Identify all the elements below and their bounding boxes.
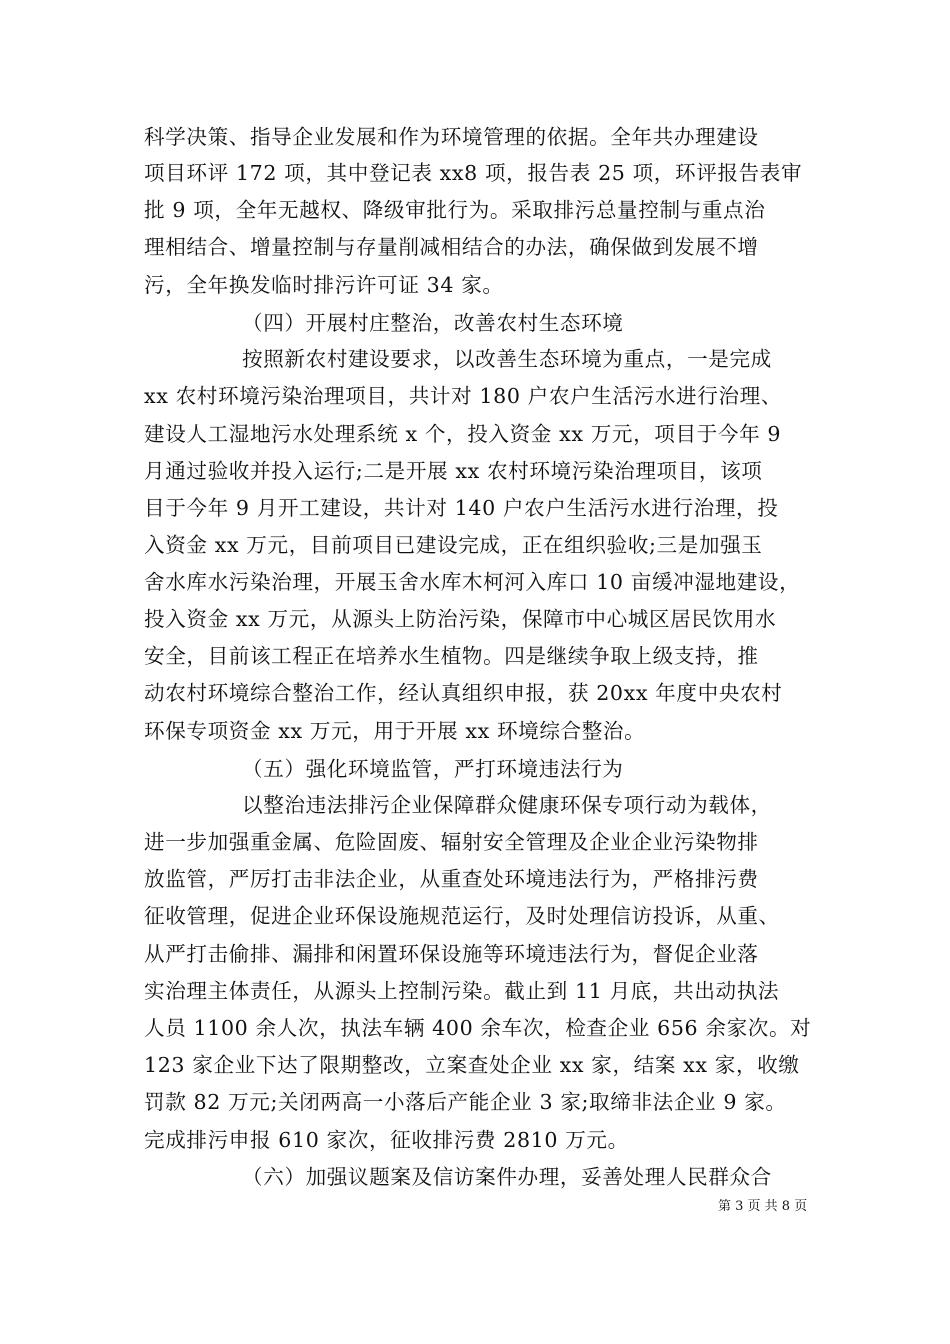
text-line: 动农村环境综合整治工作，经认真组织申报，获 20xx 年度中央农村 <box>144 681 783 705</box>
text-line: 环保专项资金 xx 万元，用于开展 xx 环境综合整治。 <box>144 719 646 743</box>
text-line: 实治理主体责任，从源头上控制污染。截止到 11 月底，共出动执法 <box>144 979 780 1003</box>
text-line: 征收管理，促进企业环保设施规范运行，及时处理信访投诉，从重、 <box>144 904 780 928</box>
page-footer: 第 3 页 共 8 页 <box>718 1199 808 1214</box>
text-line: 罚款 82 万元;关闭两高一小落后产能企业 3 家;取缔非法企业 9 家。 <box>144 1090 787 1114</box>
text-line: 舍水库水污染治理，开展玉舍水库木柯河入库口 10 亩缓冲湿地建设， <box>144 570 801 594</box>
text-line: 理相结合、增量控制与存量削减相结合的办法，确保做到发展不增 <box>144 235 759 259</box>
text-line: 月通过验收并投入运行;二是开展 xx 农村环境污染治理项目，该项 <box>144 459 763 483</box>
text-line: 目于今年 9 月开工建设，共计对 140 户农户生活污水进行治理，投 <box>144 496 779 520</box>
text-line: xx 农村环境污染治理项目，共计对 180 户农户生活污水进行治理、 <box>144 384 783 408</box>
text-line: 123 家企业下达了限期整改，立案查处企业 xx 家，结案 xx 家，收缴 <box>144 1053 800 1077</box>
text-line: 安全，目前该工程正在培养水生植物。四是继续争取上级支持，推 <box>144 644 759 668</box>
section-heading: （六）加强议题案及信访案件办理，妥善处理人民群众合 <box>242 1165 772 1189</box>
section-heading: （五）强化环境监管，严打环境违法行为 <box>242 757 624 781</box>
text-line: 以整治违法排污企业保障群众健康环保专项行动为载体， <box>242 793 772 817</box>
text-line: 人员 1100 余人次，执法车辆 400 余车次，检查企业 656 余家次。对 <box>144 1016 812 1040</box>
text-line: 污，全年换发临时排污许可证 34 家。 <box>144 273 504 297</box>
text-line: 建设人工湿地污水处理系统 x 个，投入资金 xx 万元，项目于今年 9 <box>144 422 782 446</box>
text-line: 科学决策、指导企业发展和作为环境管理的依据。全年共办理建设 <box>144 125 759 149</box>
text-line: 入资金 xx 万元，目前项目已建设完成，正在组织验收;三是加强玉 <box>144 533 763 557</box>
text-line: 进一步加强重金属、危险固废、辐射安全管理及企业企业污染物排 <box>144 830 759 854</box>
text-line: 批 9 项，全年无越权、降级审批行为。采取排污总量控制与重点治 <box>144 198 766 222</box>
text-line: 项目环评 172 项，其中登记表 xx8 项，报告表 25 项，环评报告表审 <box>144 161 803 185</box>
text-line: 投入资金 xx 万元，从源头上防治污染，保障市中心城区居民饮用水 <box>144 607 777 631</box>
text-line: 完成排污申报 610 家次，征收排污费 2810 万元。 <box>144 1128 629 1152</box>
text-line: 放监管，严厉打击非法企业，从重查处环境违法行为，严格排污费 <box>144 867 759 891</box>
text-line: 按照新农村建设要求，以改善生态环境为重点，一是完成 <box>242 347 772 371</box>
text-line: 从严打击偷排、漏排和闲置环保设施等环境违法行为，督促企业落 <box>144 942 759 966</box>
section-heading: （四）开展村庄整治，改善农村生态环境 <box>242 311 624 335</box>
